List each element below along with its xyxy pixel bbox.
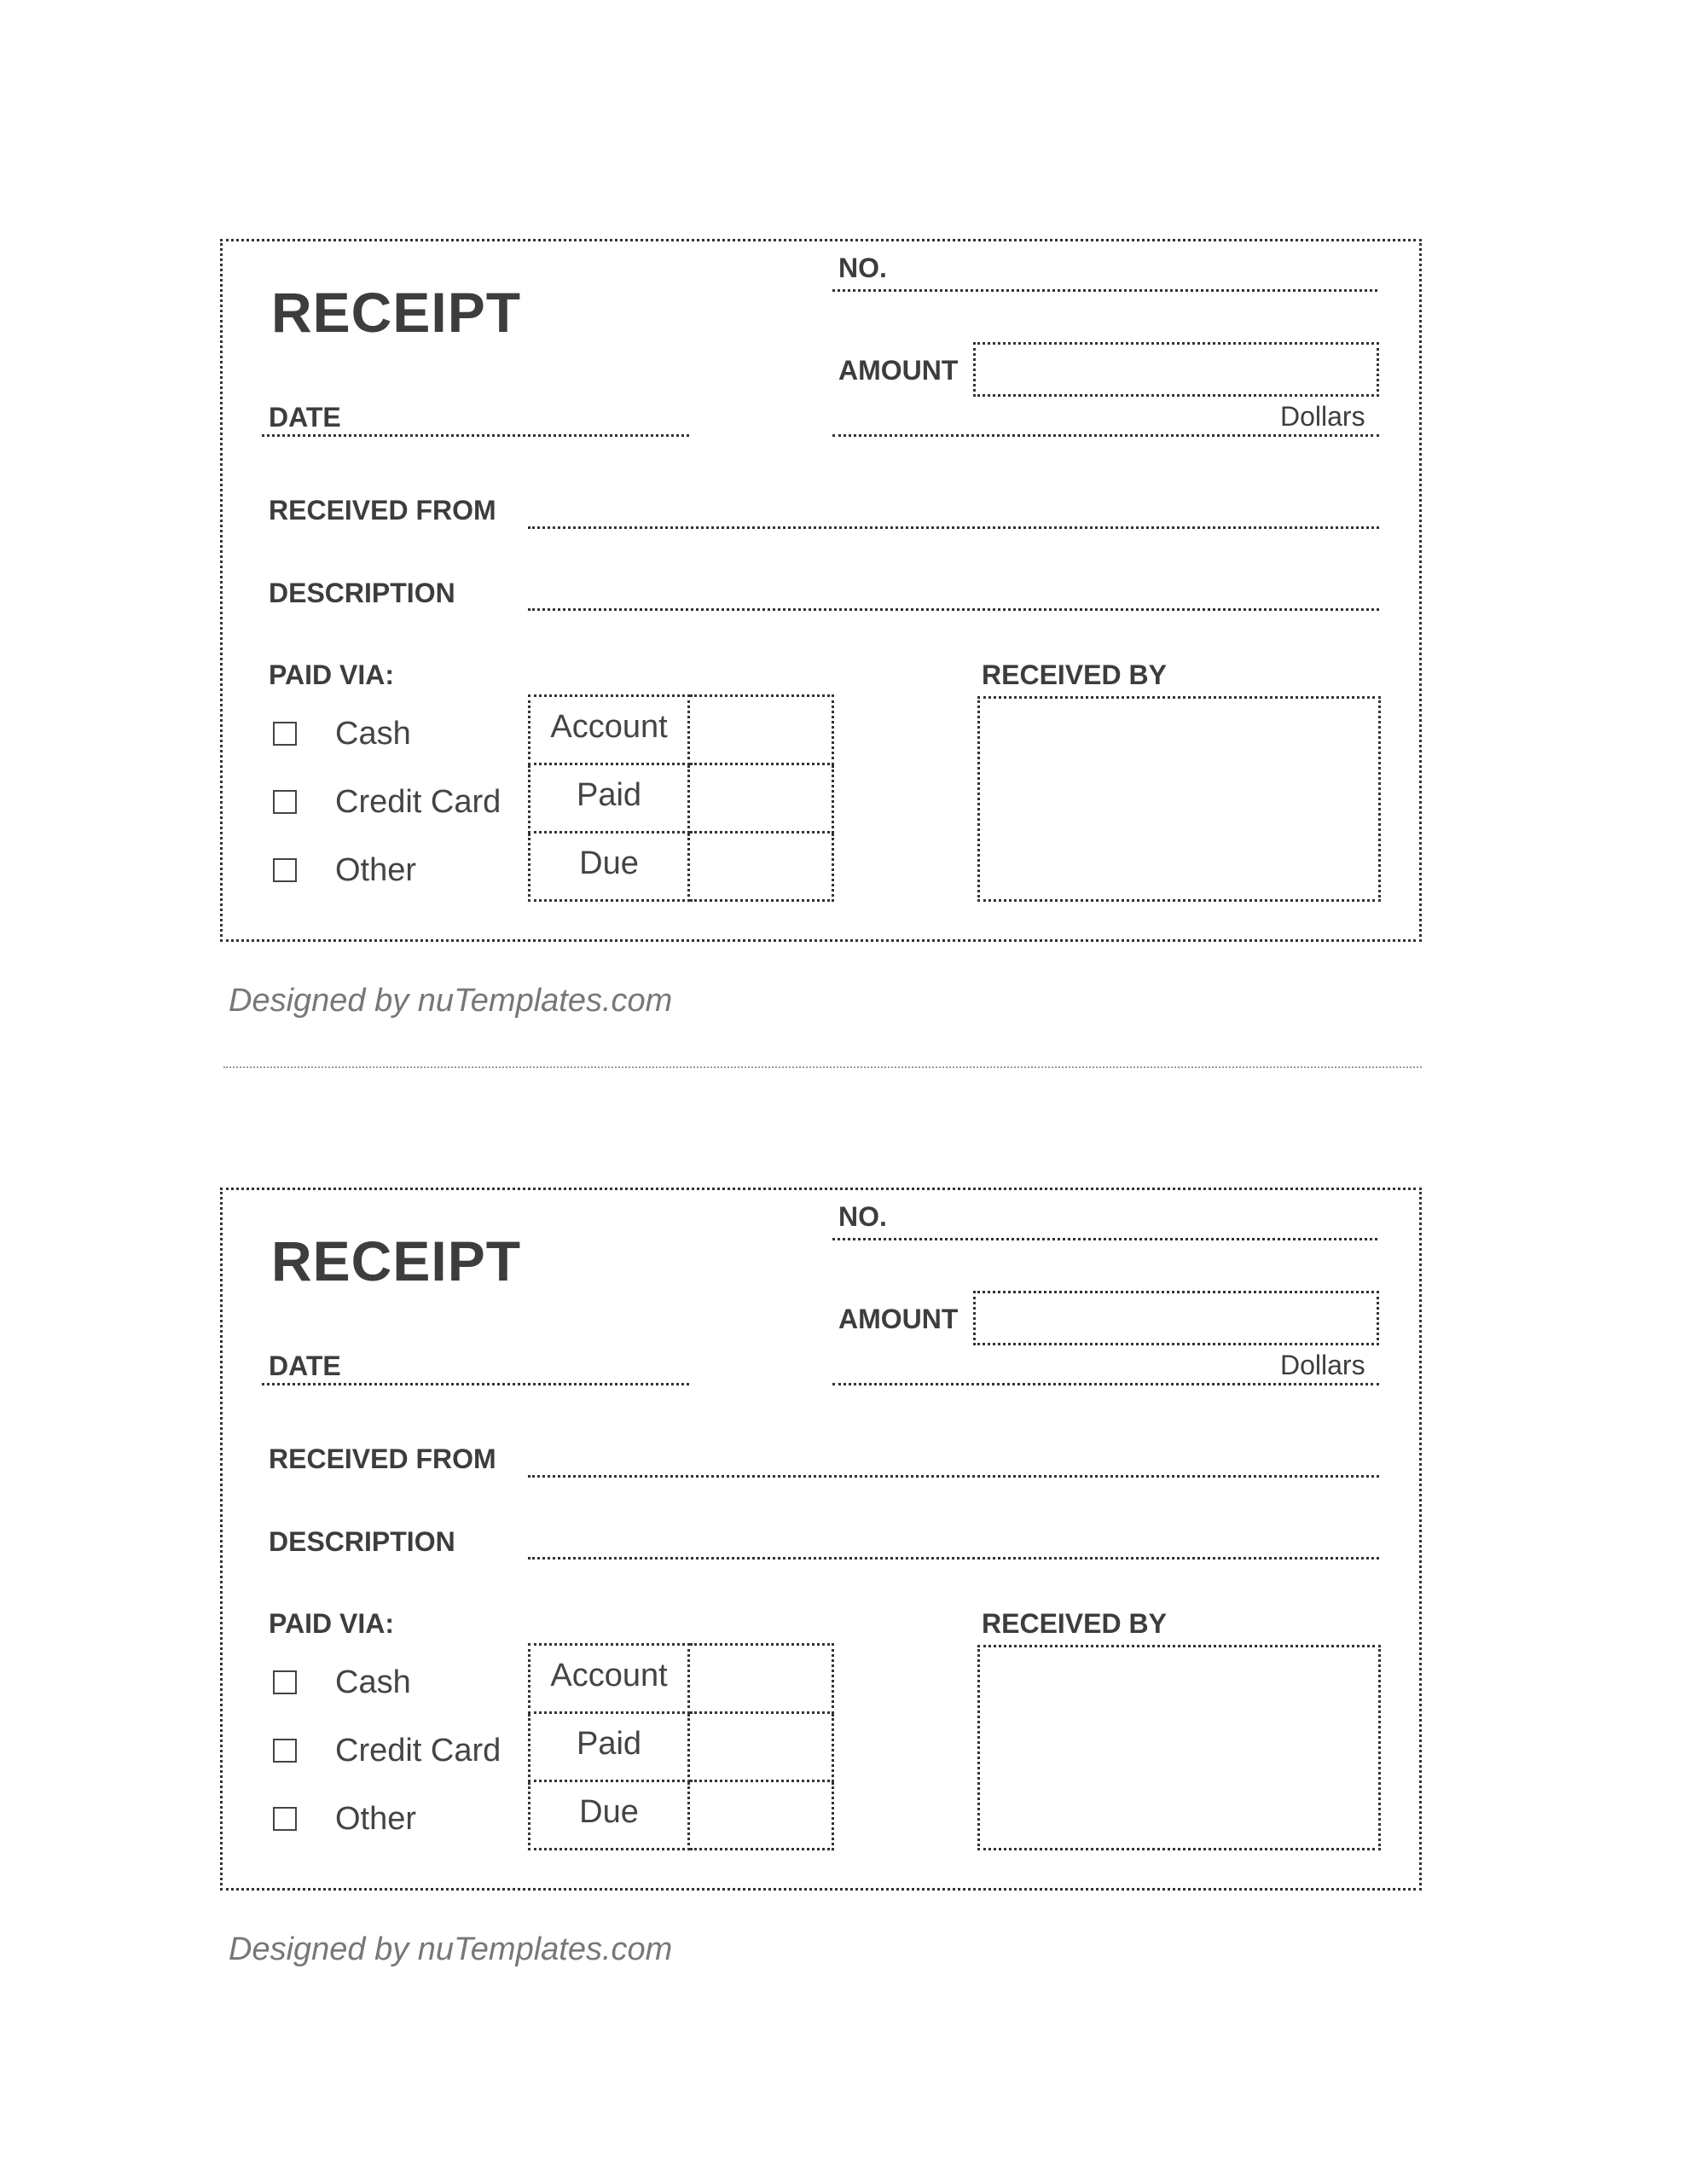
due-value-cell[interactable] [689,833,833,901]
received-by-label: RECEIVED BY [982,659,1167,690]
date-label: DATE [269,402,341,433]
no-field[interactable] [832,1238,1377,1240]
credit-card-checkbox[interactable] [273,790,297,814]
table-row [530,1713,833,1781]
cash-option-label: Cash [335,1664,411,1700]
date-field[interactable] [262,1383,689,1385]
received-from-field[interactable] [528,526,1379,529]
paid-value-cell[interactable] [689,1713,833,1781]
amount-label: AMOUNT [838,355,959,386]
other-checkbox[interactable] [273,858,297,882]
description-field[interactable] [528,1557,1379,1560]
cut-line-divider [223,1066,1422,1068]
other-checkbox[interactable] [273,1807,297,1831]
credit-card-option-label: Credit Card [335,784,501,820]
cash-checkbox[interactable] [273,1670,297,1694]
received-by-signature-box[interactable] [977,696,1381,902]
paid-via-label: PAID VIA: [269,659,394,690]
account-value-cell[interactable] [689,1645,833,1713]
amount-field[interactable] [973,342,1379,397]
amount-words-field[interactable] [832,434,1379,437]
table-row [530,833,833,901]
footer-credit: Designed by nuTemplates.com [229,983,673,1019]
cash-option-label: Cash [335,716,411,752]
received-from-label: RECEIVED FROM [269,495,496,526]
amount-field[interactable] [973,1291,1379,1345]
account-value-cell[interactable] [689,696,833,764]
description-field[interactable] [528,608,1379,611]
account-table [528,694,834,902]
received-by-signature-box[interactable] [977,1645,1381,1850]
table-row [530,696,833,764]
description-label: DESCRIPTION [269,1526,455,1557]
footer-credit: Designed by nuTemplates.com [229,1931,673,1967]
due-value-cell[interactable] [689,1781,833,1850]
credit-card-checkbox[interactable] [273,1739,297,1763]
amount-words-field[interactable] [832,1383,1379,1385]
other-option-label: Other [335,1801,417,1837]
receipt-title: RECEIPT [271,281,522,344]
credit-card-option-label: Credit Card [335,1733,501,1769]
description-label: DESCRIPTION [269,578,455,608]
paid-via-label: PAID VIA: [269,1608,394,1639]
account-row-label: Account [530,1645,689,1713]
paid-row-label: Paid [530,1713,689,1781]
receipt-form [220,1188,1422,1891]
dollars-label: Dollars [1280,1350,1365,1380]
due-row-label: Due [530,1781,689,1850]
other-option-label: Other [335,852,417,888]
date-label: DATE [269,1350,341,1381]
account-row-label: Account [530,696,689,764]
table-row [530,1645,833,1713]
dollars-label: Dollars [1280,401,1365,432]
paid-row-label: Paid [530,764,689,833]
amount-label: AMOUNT [838,1304,959,1334]
no-label: NO. [838,1201,887,1232]
received-from-field[interactable] [528,1475,1379,1478]
table-row [530,1781,833,1850]
received-by-label: RECEIVED BY [982,1608,1167,1639]
table-row [530,764,833,833]
date-field[interactable] [262,434,689,437]
account-table [528,1643,834,1850]
receipt-title: RECEIPT [271,1229,522,1292]
no-label: NO. [838,253,887,283]
no-field[interactable] [832,289,1377,292]
paid-value-cell[interactable] [689,764,833,833]
received-from-label: RECEIVED FROM [269,1443,496,1474]
due-row-label: Due [530,833,689,901]
cash-checkbox[interactable] [273,722,297,746]
receipt-form [220,239,1422,942]
